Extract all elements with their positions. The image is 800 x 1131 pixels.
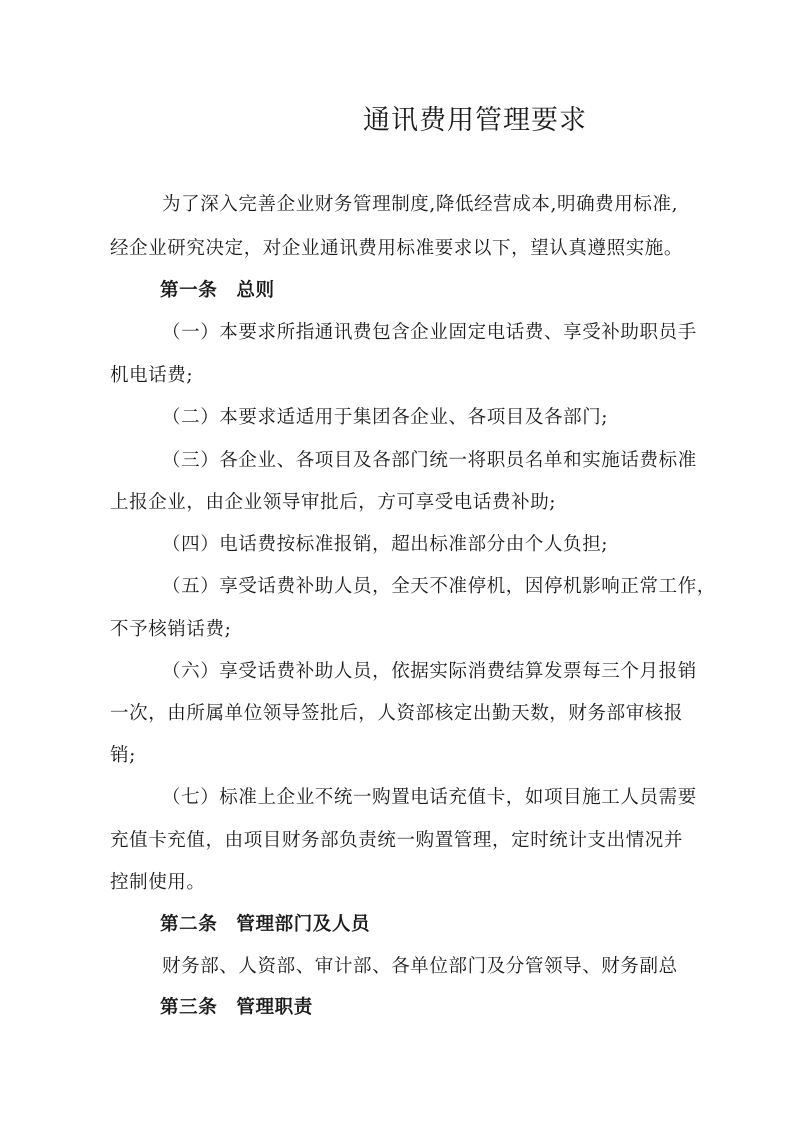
item-1-line-1: （一）本要求所指通讯费包含企业固定电话费、享受补助职员手 — [162, 322, 697, 343]
item-6-line-2: 一次，由所属单位领导签批后，人资部核定出勤天数，财务部审核报 — [110, 703, 684, 724]
document-title: 通讯费用管理要求 — [363, 105, 587, 136]
item-6-line-3: 销; — [110, 745, 136, 766]
article-2-body: 财务部、人资部、审计部、各单位部门及分管领导、财务副总 — [162, 956, 678, 977]
article-2-heading: 第二条 管理部门及人员 — [160, 914, 371, 935]
item-7-line-2: 充值卡充值，由项目财务部负责统一购置管理，定时统计支出情况并 — [110, 830, 684, 851]
article-1-heading: 第一条 总则 — [160, 280, 275, 301]
item-4-line-1: （四）电话费按标准报销，超出标准部分由个人负担; — [162, 534, 609, 555]
item-3-line-2: 上报企业，由企业领导审批后，方可享受电话费补助; — [110, 492, 557, 513]
item-3-line-1: （三）各企业、各项目及各部门统一将职员名单和实施话费标准 — [162, 450, 697, 471]
item-1-line-2: 机电话费; — [110, 365, 194, 386]
article-3-heading: 第三条 管理职责 — [160, 997, 313, 1018]
intro-line-1: 为了深入完善企业财务管理制度,降低经营成本,明确费用标准, — [162, 194, 679, 215]
item-5-line-1: （五）享受话费补助人员，全天不准停机，因停机影响正常工作， — [162, 576, 716, 597]
item-5-line-2: 不予核销话费; — [110, 619, 232, 640]
item-6-line-1: （六）享受话费补助人员，依据实际消费结算发票每三个月报销 — [162, 661, 697, 682]
intro-line-2: 经企业研究决定，对企业通讯费用标准要求以下，望认真遵照实施。 — [110, 238, 684, 259]
item-7-line-3: 控制使用。 — [110, 872, 206, 893]
item-2-line-1: （二）本要求适适用于集团各企业、各项目及各部门; — [162, 407, 609, 428]
item-7-line-1: （七）标准上企业不统一购置电话充值卡，如项目施工人员需要 — [162, 787, 697, 808]
